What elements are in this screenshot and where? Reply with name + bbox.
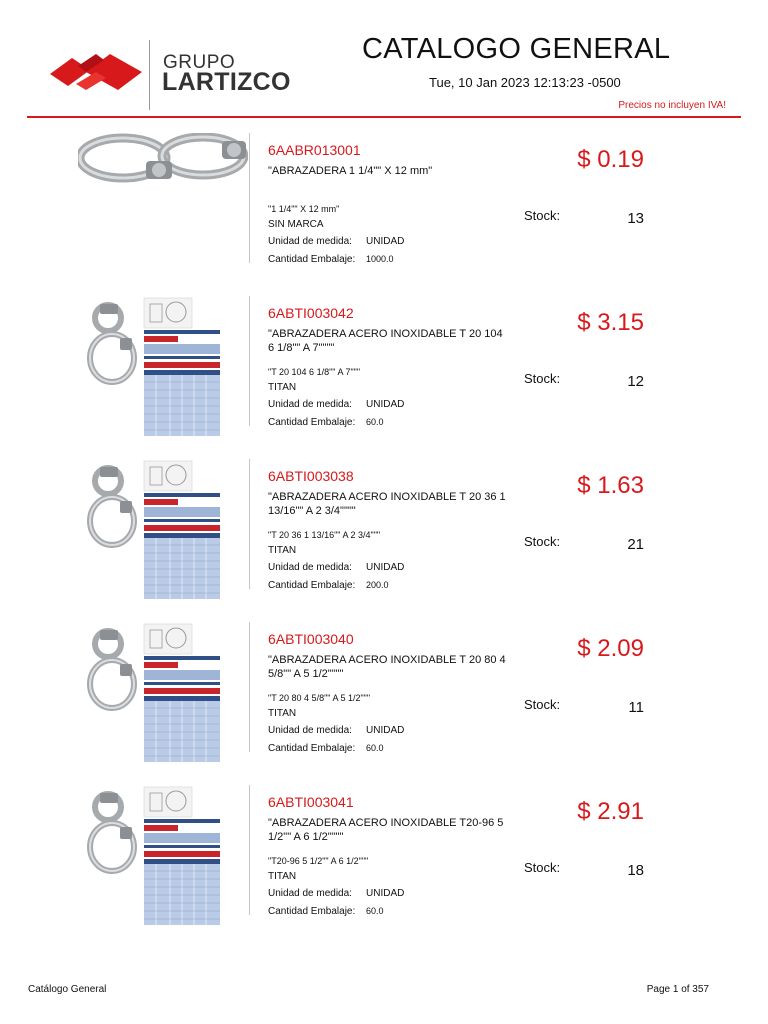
product-description: "ABRAZADERA ACERO INOXIDABLE T 20 36 1 13/16"" A 2 3/4""""	[268, 491, 506, 517]
product-price: $ 2.09	[577, 635, 644, 662]
product-separator	[249, 622, 250, 752]
unit-value: UNIDAD	[366, 562, 405, 573]
product-unit-row	[268, 563, 404, 573]
product-unit-row	[268, 400, 404, 410]
stock-label: Stock:	[524, 860, 561, 875]
product-spec: "T20-96 5 1/2"" A 6 1/2"""	[268, 856, 369, 866]
stock-label: Stock:	[524, 371, 561, 386]
pack-label: Cantidad Embalaje:	[268, 743, 356, 754]
stock-value: 18	[627, 862, 644, 879]
product-item	[0, 133, 768, 283]
product-price: $ 0.19	[577, 146, 644, 173]
product-pack-row	[268, 581, 389, 591]
product-item	[0, 622, 768, 772]
product-item	[0, 296, 768, 446]
product-separator	[249, 133, 250, 263]
unit-label: Unidad de medida:	[268, 399, 352, 410]
unit-label: Unidad de medida:	[268, 888, 352, 899]
product-unit-row	[268, 237, 404, 247]
product-image	[78, 622, 248, 762]
product-brand: TITAN	[268, 382, 297, 393]
product-unit-row	[268, 726, 404, 736]
logo-divider	[149, 40, 150, 110]
unit-value: UNIDAD	[366, 399, 405, 410]
tax-note: Precios no incluyen IVA!	[618, 100, 726, 111]
product-brand: TITAN	[268, 545, 297, 556]
brand-group-label: GRUPO	[163, 52, 236, 73]
pack-value: 200.0	[366, 580, 389, 590]
header-rule	[27, 116, 741, 118]
product-item	[0, 459, 768, 609]
product-pack-row	[268, 255, 394, 265]
product-code: 6AABR013001	[268, 142, 361, 158]
product-separator	[249, 296, 250, 426]
stock-label: Stock:	[524, 208, 561, 223]
pack-label: Cantidad Embalaje:	[268, 906, 356, 917]
product-unit-row	[268, 889, 404, 899]
product-separator	[249, 459, 250, 589]
product-pack-row	[268, 907, 384, 917]
product-pack-row	[268, 418, 384, 428]
product-image	[78, 133, 248, 273]
product-spec: "T 20 104 6 1/8"" A 7"""	[268, 367, 361, 377]
product-pack-row	[268, 744, 384, 754]
product-spec: "T 20 80 4 5/8"" A 5 1/2"""	[268, 693, 371, 703]
product-image	[78, 296, 248, 436]
pack-value: 1000.0	[366, 254, 394, 264]
unit-value: UNIDAD	[366, 888, 405, 899]
pack-label: Cantidad Embalaje:	[268, 580, 356, 591]
lartizco-logo	[46, 44, 146, 100]
product-code: 6ABTI003041	[268, 794, 354, 810]
unit-value: UNIDAD	[366, 236, 405, 247]
product-description: "ABRAZADERA ACERO INOXIDABLE T20-96 5 1/2"" A 6 1/2""""	[268, 817, 504, 843]
product-code: 6ABTI003042	[268, 305, 354, 321]
product-brand: TITAN	[268, 871, 297, 882]
unit-value: UNIDAD	[366, 725, 405, 736]
pack-label: Cantidad Embalaje:	[268, 254, 356, 265]
stock-value: 13	[627, 210, 644, 227]
product-price: $ 3.15	[577, 309, 644, 336]
catalog-title: CATALOGO GENERAL	[362, 33, 671, 65]
product-description: "ABRAZADERA ACERO INOXIDABLE T 20 104 6 1/8"" A 7""""	[268, 328, 503, 354]
product-brand: TITAN	[268, 708, 297, 719]
product-spec: "T 20 36 1 13/16"" A 2 3/4"""	[268, 530, 381, 540]
product-image	[78, 459, 248, 599]
product-item	[0, 785, 768, 935]
stock-label: Stock:	[524, 534, 561, 549]
product-separator	[249, 785, 250, 915]
pack-value: 60.0	[366, 906, 384, 916]
product-price: $ 2.91	[577, 798, 644, 825]
pack-label: Cantidad Embalaje:	[268, 417, 356, 428]
product-brand: SIN MARCA	[268, 219, 324, 230]
product-spec: "1 1/4"" X 12 mm"	[268, 204, 340, 214]
stock-value: 12	[627, 373, 644, 390]
unit-label: Unidad de medida:	[268, 725, 352, 736]
stock-value: 11	[628, 699, 644, 716]
pack-value: 60.0	[366, 417, 384, 427]
unit-label: Unidad de medida:	[268, 562, 352, 573]
unit-label: Unidad de medida:	[268, 236, 352, 247]
stock-label: Stock:	[524, 697, 561, 712]
product-price: $ 1.63	[577, 472, 644, 499]
product-description: "ABRAZADERA ACERO INOXIDABLE T 20 80 4 5/8"" A 5 1/2""""	[268, 654, 506, 680]
footer-catalog-name: Catálogo General	[28, 984, 107, 995]
product-description: "ABRAZADERA 1 1/4"" X 12 mm"	[268, 165, 433, 177]
brand-name: LARTIZCO	[162, 68, 291, 96]
product-image	[78, 785, 248, 925]
pack-value: 60.0	[366, 743, 384, 753]
catalog-date: Tue, 10 Jan 2023 12:13:23 -0500	[429, 75, 621, 90]
product-code: 6ABTI003040	[268, 631, 354, 647]
stock-value: 21	[627, 536, 644, 553]
product-code: 6ABTI003038	[268, 468, 354, 484]
footer-page-number: Page 1 of 357	[646, 984, 709, 995]
